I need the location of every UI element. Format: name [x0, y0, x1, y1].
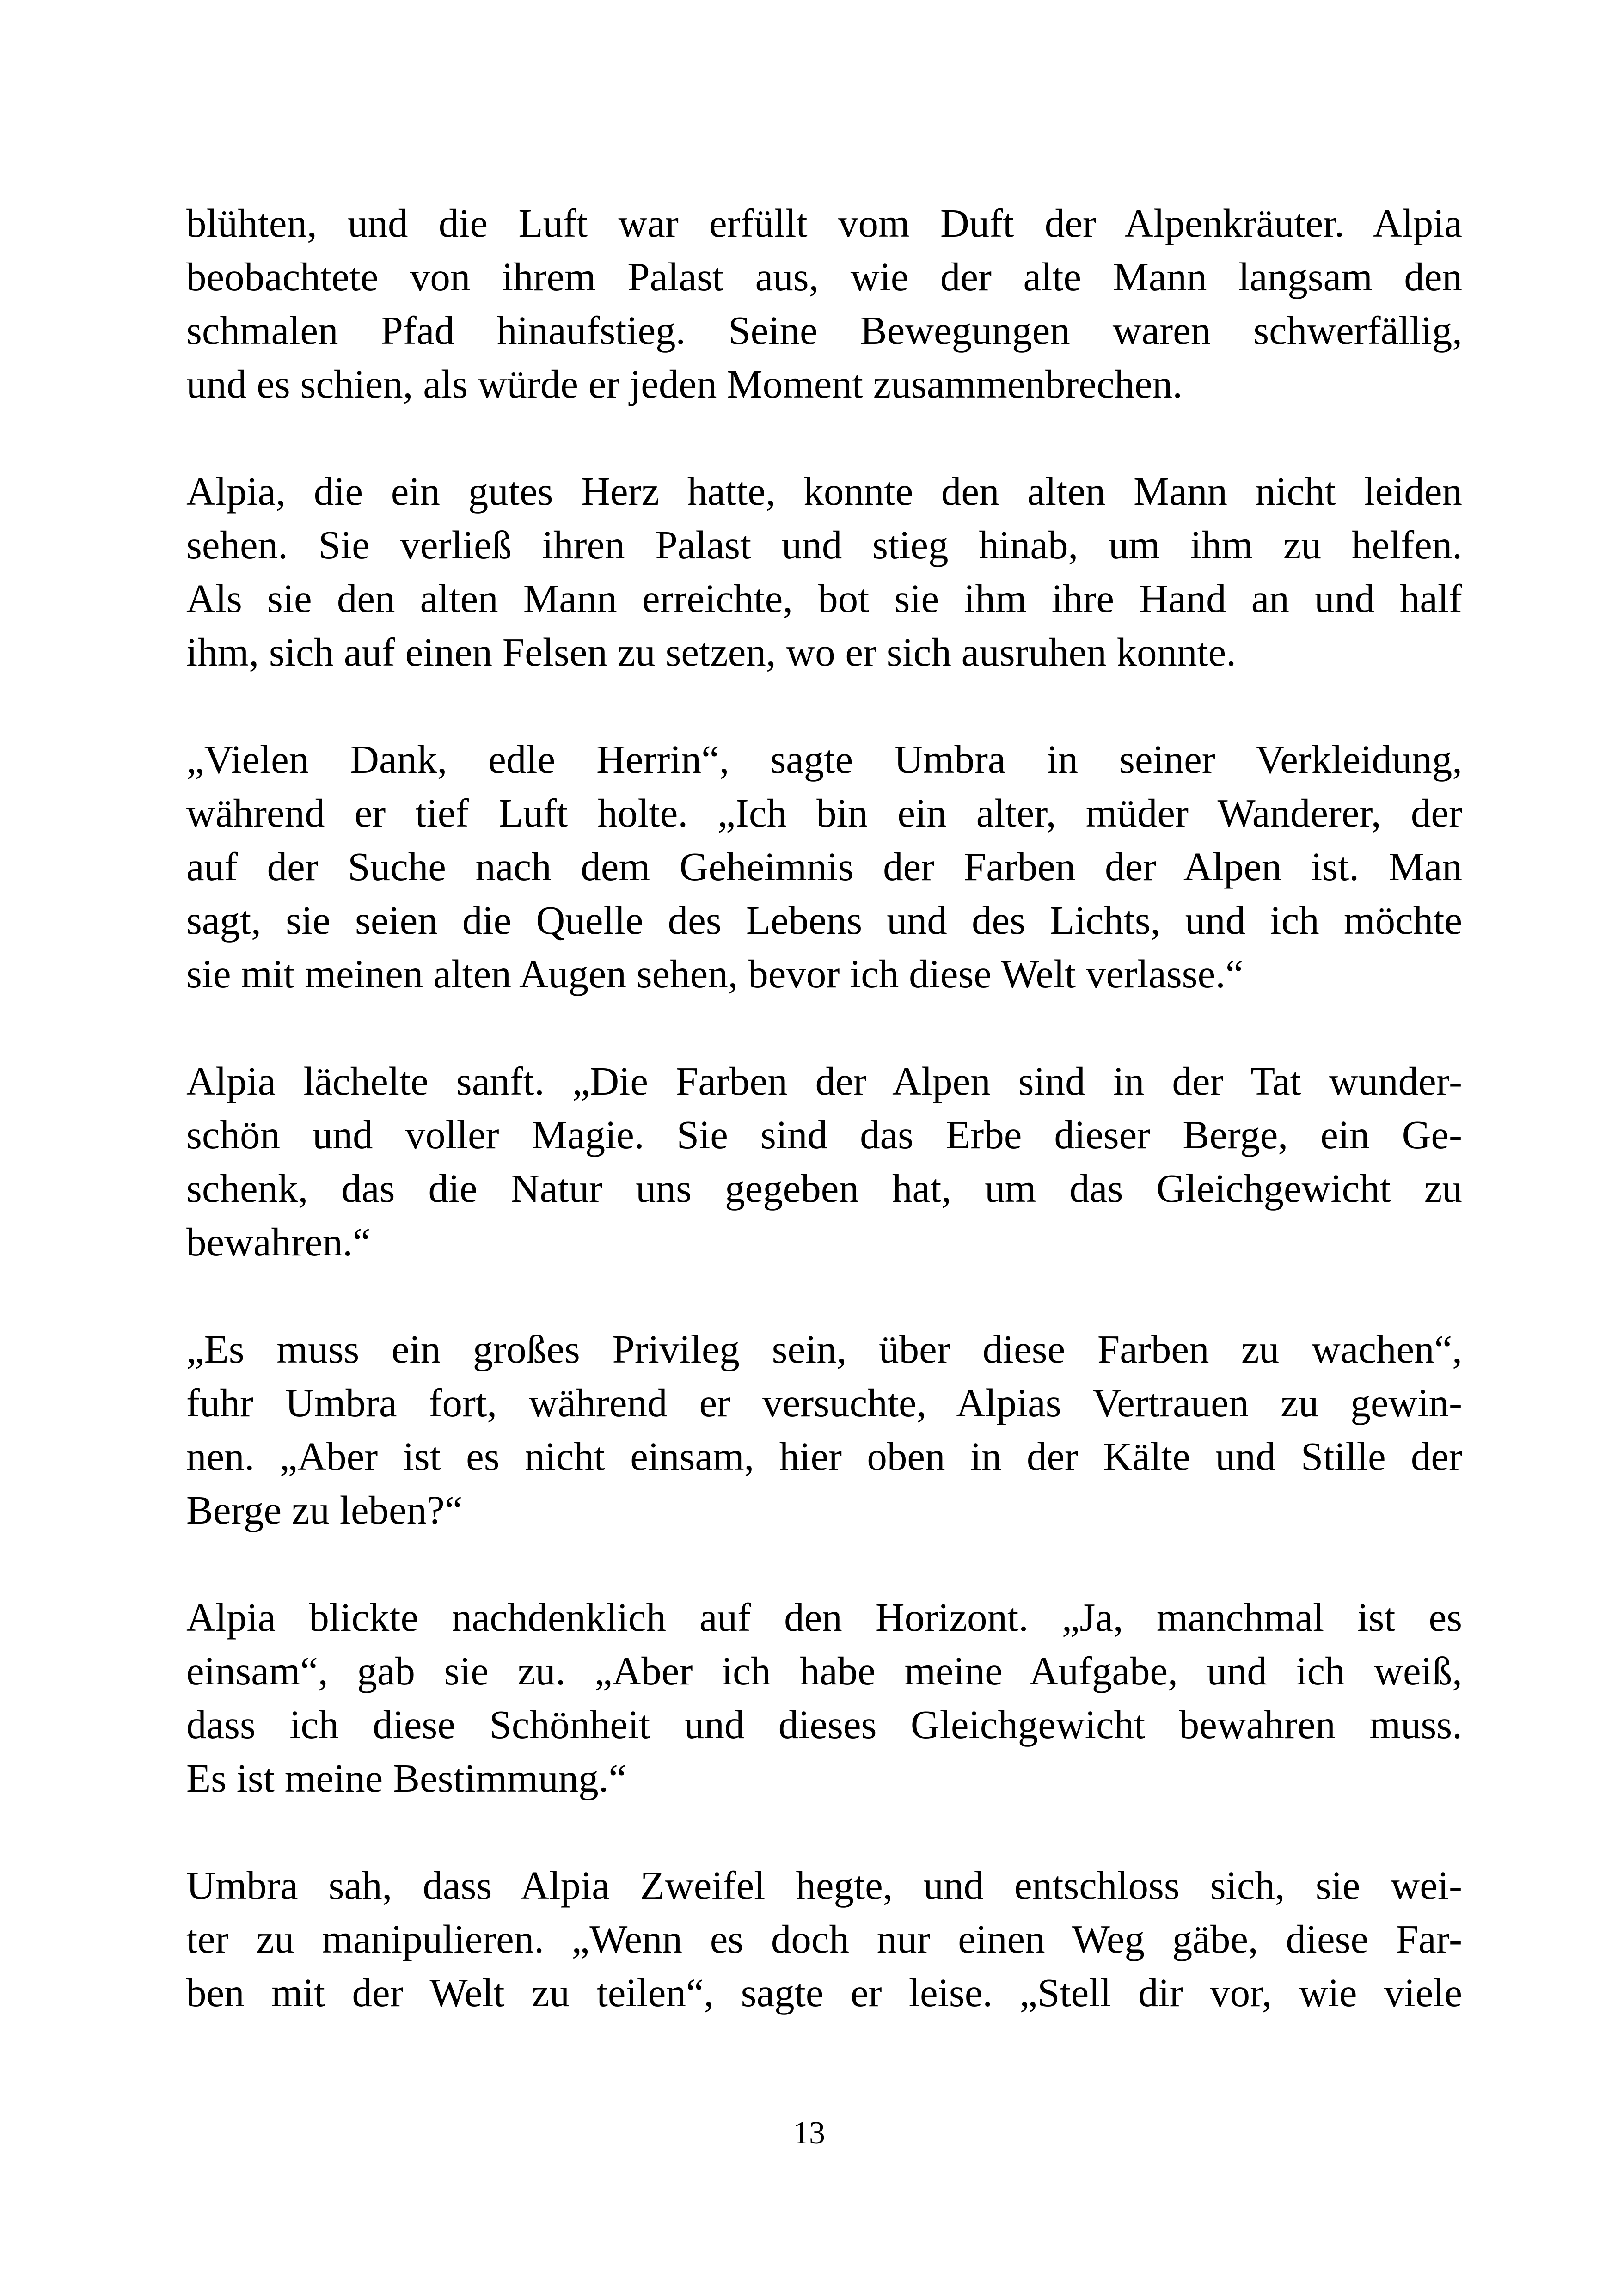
text-line: Als sie den alten Mann erreichte, bot sie ihm ihre Hand an und half — [186, 576, 1462, 621]
text-line: nen. „Aber ist es nicht einsam, hier oben in der Kälte und Stille der — [186, 1434, 1462, 1479]
page-number: 13 — [793, 2115, 825, 2151]
text-line: sie mit meinen alten Augen sehen, bevor ich diese Welt verlasse.“ — [186, 951, 1244, 996]
text-line: ben mit der Welt zu teilen“, sagte er leise. „Stell dir vor, wie viele — [186, 1970, 1462, 2015]
text-line: dass ich diese Schönheit und dieses Gleichgewicht bewahren muss. — [186, 1702, 1462, 1747]
text-line: „Vielen Dank, edle Herrin“, sagte Umbra in seiner Verkleidung, — [186, 737, 1462, 782]
text-line: und es schien, als würde er jeden Moment zusammenbrechen. — [186, 361, 1183, 406]
paragraph-7 — [186, 1859, 1462, 2020]
text-line: sehen. Sie verließ ihren Palast und stieg hinab, um ihm zu helfen. — [186, 522, 1462, 567]
text-line: schön und voller Magie. Sie sind das Erbe dieser Berge, ein Ge- — [186, 1112, 1462, 1157]
text-line: einsam“, gab sie zu. „Aber ich habe meine Aufgabe, und ich weiß, — [186, 1648, 1462, 1693]
paragraph-3 — [186, 733, 1462, 1001]
paragraph-5 — [186, 1322, 1462, 1537]
body-text — [186, 196, 1462, 2073]
text-line: beobachtete von ihrem Palast aus, wie der alte Mann langsam den — [186, 254, 1462, 299]
text-line: auf der Suche nach dem Geheimnis der Farben der Alpen ist. Man — [186, 844, 1462, 889]
paragraph-2 — [186, 465, 1462, 679]
text-line: „Es muss ein großes Privileg sein, über diese Farben zu wachen“, — [186, 1327, 1462, 1371]
text-line: bewahren.“ — [186, 1219, 371, 1264]
paragraph-6 — [186, 1591, 1462, 1805]
text-line: schmalen Pfad hinaufstieg. Seine Bewegungen waren schwerfällig, — [186, 308, 1462, 353]
paragraph-1 — [186, 196, 1462, 411]
text-line: Alpia, die ein gutes Herz hatte, konnte den alten Mann nicht leiden — [186, 469, 1462, 514]
text-line: Alpia lächelte sanft. „Die Farben der Alpen sind in der Tat wunder- — [186, 1059, 1462, 1103]
text-line: ihm, sich auf einen Felsen zu setzen, wo er sich ausruhen konnte. — [186, 630, 1237, 674]
paragraph-4 — [186, 1054, 1462, 1269]
text-line: Umbra sah, dass Alpia Zweifel hegte, und entschloss sich, sie wei- — [186, 1863, 1462, 1908]
text-line: ter zu manipulieren. „Wenn es doch nur einen Weg gäbe, diese Far- — [186, 1916, 1462, 1961]
text-line: Es ist meine Bestimmung.“ — [186, 1756, 627, 1800]
text-line: Berge zu leben?“ — [186, 1488, 463, 1532]
text-line: Alpia blickte nachdenklich auf den Horizont. „Ja, manchmal ist es — [186, 1595, 1462, 1640]
text-line: blühten, und die Luft war erfüllt vom Duft der Alpenkräuter. Alpia — [186, 201, 1462, 245]
text-line: schenk, das die Natur uns gegeben hat, um das Gleichgewicht zu — [186, 1166, 1462, 1211]
text-line: während er tief Luft holte. „Ich bin ein alter, müder Wanderer, der — [186, 790, 1462, 835]
text-line: sagt, sie seien die Quelle des Lebens und des Lichts, und ich möchte — [186, 898, 1462, 943]
text-line: fuhr Umbra fort, während er versuchte, Alpias Vertrauen zu gewin- — [186, 1380, 1462, 1425]
